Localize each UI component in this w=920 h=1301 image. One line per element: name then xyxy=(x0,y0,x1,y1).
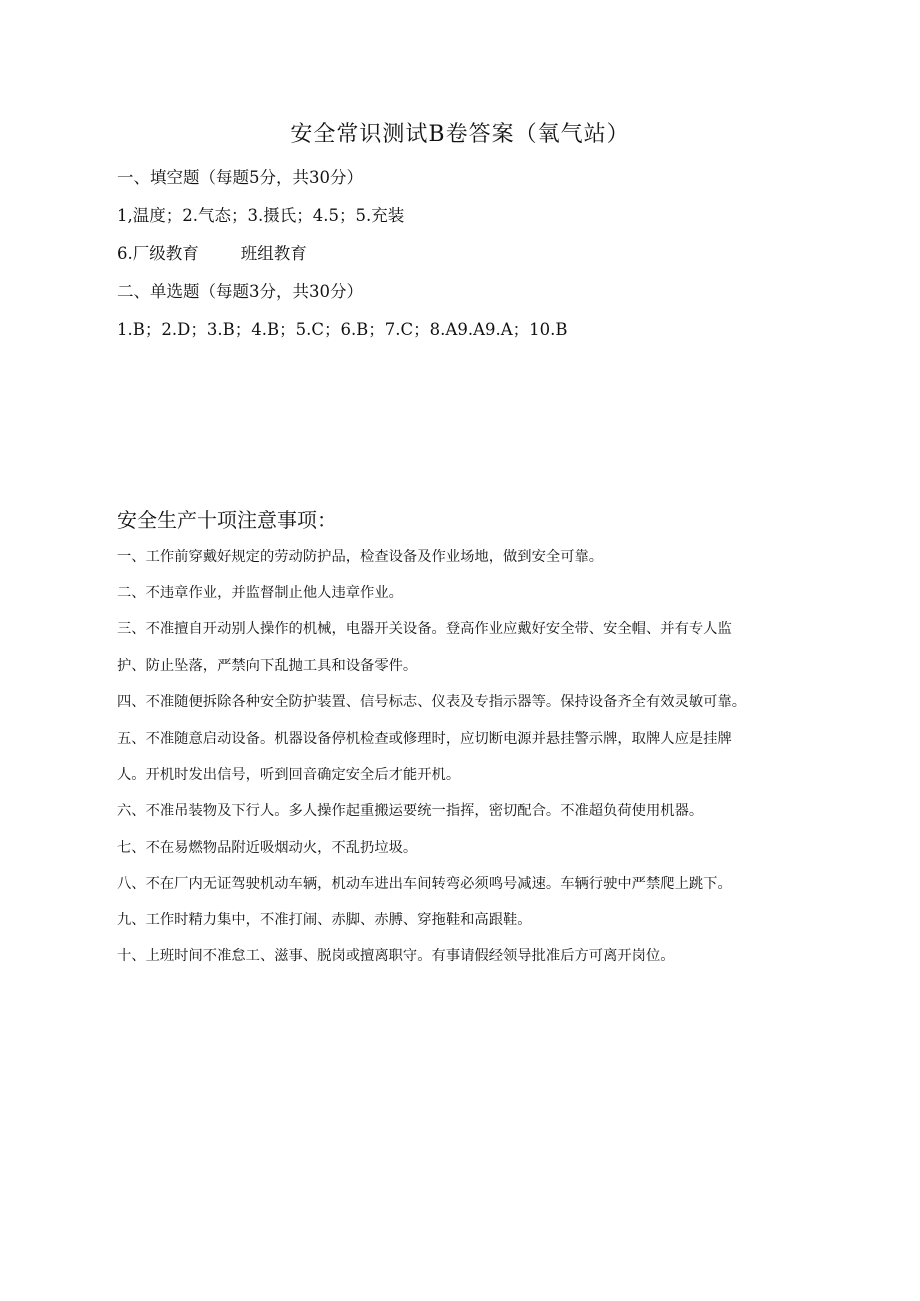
safety-rule-line: 七、不在易燃物品附近吸烟动火，不乱扔垃圾。 xyxy=(117,840,418,856)
fill-blank-answers-line-1: 1,温度；2.气态；3.摄氏；4.5；5.充装 xyxy=(117,206,405,225)
fill-blank-answer-6b: 班组教育 xyxy=(240,244,307,263)
safety-rule-line: 六、不准吊装物及下行人。多人操作起重搬运要统一指挥，密切配合。不准超负荷使用机器。 xyxy=(117,803,704,819)
fill-blank-heading: 一、填空题（每题5分，共30分） xyxy=(117,168,363,187)
safety-rule-line: 八、不在厂内无证驾驶机动车辆，机动车进出车间转弯必须鸣号减速。车辆行驶中严禁爬上跳下。 xyxy=(117,876,732,892)
multiple-choice-answers: 1.B；2.D；3.B；4.B；5.C；6.B；7.C；8.A9.A9.A；10.B xyxy=(117,320,568,339)
safety-rule-line: 人。开机时发出信号，听到回音确定安全后才能开机。 xyxy=(117,767,461,783)
safety-rule-line: 九、工作时精力集中，不准打闹、赤脚、赤膊、穿拖鞋和高跟鞋。 xyxy=(117,912,532,928)
safety-notice-title: 安全生产十项注意事项： xyxy=(117,508,337,532)
safety-rule-line: 十、上班时间不准怠工、滋事、脱岗或擅离职守。有事请假经领导批准后方可离开岗位。 xyxy=(117,948,675,964)
multiple-choice-heading: 二、单选题（每题3分，共30分） xyxy=(117,282,363,301)
safety-rule-line: 三、不准擅自开动别人操作的机械，电器开关设备。登高作业应戴好安全带、安全帽、并有专人监 xyxy=(117,621,732,637)
safety-rule-line: 一、工作前穿戴好规定的劳动防护品，检查设备及作业场地，做到安全可靠。 xyxy=(117,549,604,565)
document-title: 安全常识测试B卷答案（氧气站） xyxy=(290,122,630,147)
safety-rule-line: 五、不准随意启动设备。机器设备停机检查或修理时，应切断电源并悬挂警示牌，取牌人应是挂牌 xyxy=(117,731,732,747)
safety-rule-line: 二、不违章作业，并监督制止他人违章作业。 xyxy=(117,585,403,601)
fill-blank-answer-6a: 6.厂级教育 xyxy=(117,244,199,263)
safety-rule-line: 护、防止坠落，严禁向下乱抛工具和设备零件。 xyxy=(117,658,418,674)
fill-blank-answers-line-2 xyxy=(117,242,307,266)
safety-rule-line: 四、不准随便拆除各种安全防护装置、信号标志、仪表及专指示器等。保持设备齐全有效灵敏可靠。 xyxy=(117,694,747,710)
